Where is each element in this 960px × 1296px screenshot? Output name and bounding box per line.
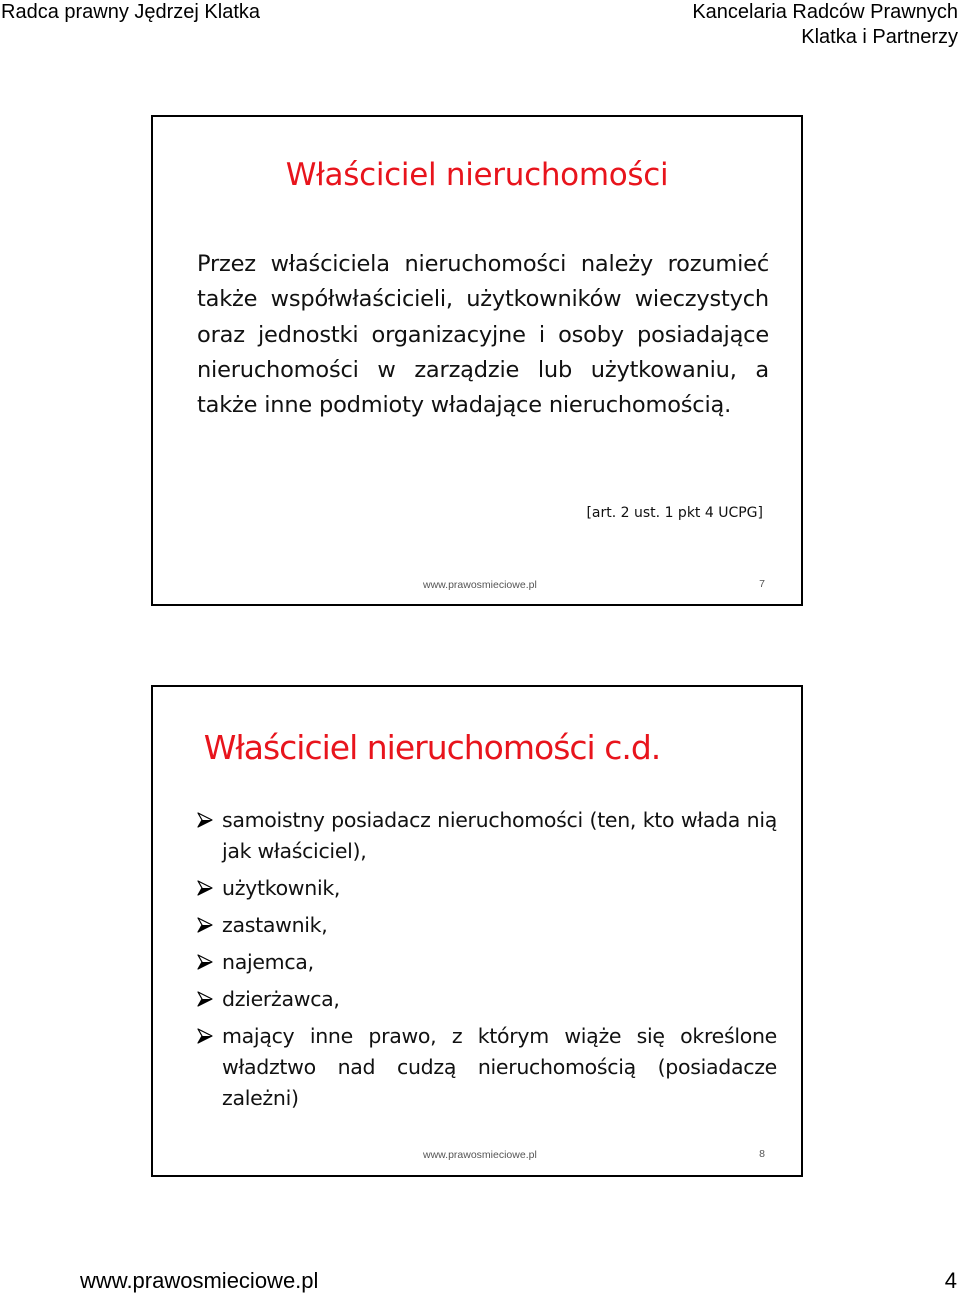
slide-title: Właściciel nieruchomości — [285, 157, 669, 193]
legal-citation: [art. 2 ust. 1 pkt 4 UCPG] — [586, 505, 763, 521]
header-firm-line2: Klatka i Partnerzy — [801, 26, 958, 48]
arrowhead-bullet-icon — [197, 812, 213, 828]
slide-title: Właściciel nieruchomości c.d. — [203, 728, 661, 767]
page-footer-url: www.prawosmieciowe.pl — [80, 1268, 319, 1293]
list-item: zastawnik, — [197, 910, 777, 941]
list-item: najemca, — [197, 947, 777, 978]
arrowhead-bullet-icon — [197, 991, 213, 1007]
list-item: dzierżawca, — [197, 984, 777, 1015]
slide-number: 7 — [759, 578, 765, 590]
list-item: samoistny posiadacz nieruchomości (ten, kto włada nią jak właściciel), — [197, 805, 777, 867]
header-firm-line1: Kancelaria Radców Prawnych — [692, 1, 958, 23]
arrowhead-bullet-icon — [197, 1028, 213, 1044]
page-number: 4 — [944, 1268, 957, 1293]
slide-number: 8 — [759, 1148, 765, 1160]
arrowhead-bullet-icon — [197, 954, 213, 970]
arrowhead-bullet-icon — [197, 880, 213, 896]
arrowhead-bullet-icon — [197, 917, 213, 933]
list-item: mający inne prawo, z którym wiąże się określone władztwo nad cudzą nieruchomością (posiadacze zależni) — [197, 1021, 777, 1114]
slide-footer-url: www.prawosmieciowe.pl — [423, 579, 537, 591]
header-author: Radca prawny Jędrzej Klatka — [1, 1, 261, 23]
header-firm — [692, 0, 958, 50]
slide-8 — [151, 685, 803, 1177]
bullet-list — [197, 805, 777, 1120]
slide-body-text: Przez właściciela nieruchomości należy rozumieć także współwłaścicieli, użytkowników wieczystych oraz jednostki organizacyjne i osoby posiadające nieruchomości w zarządzie lub użytkowaniu, a także inne podmioty władające nieruchomością. — [197, 251, 769, 419]
list-item: użytkownik, — [197, 873, 777, 904]
slide-footer-url: www.prawosmieciowe.pl — [423, 1149, 537, 1161]
slide-7 — [151, 115, 803, 606]
